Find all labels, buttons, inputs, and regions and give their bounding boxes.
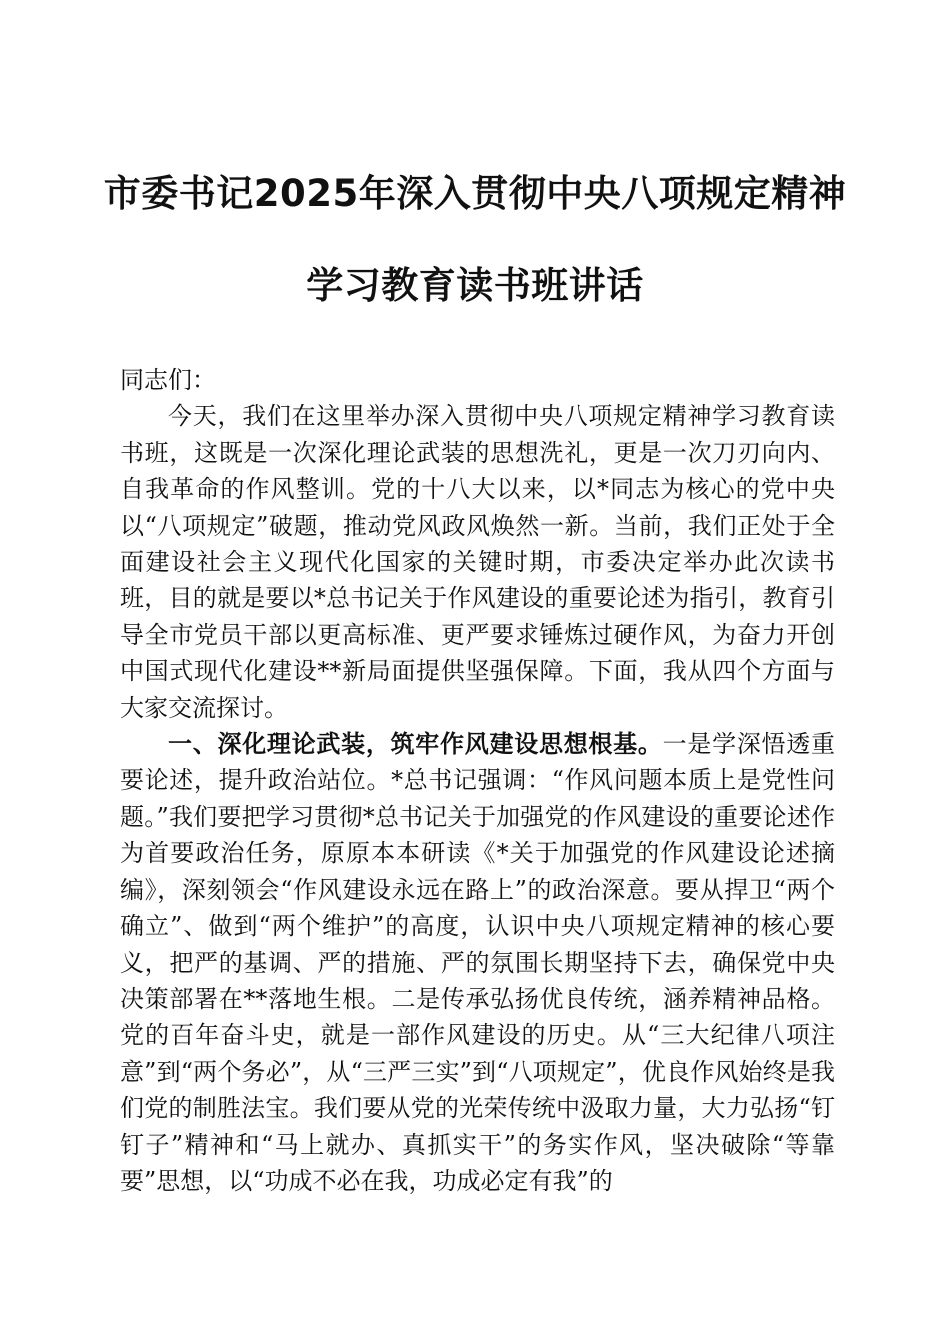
document-title-line-1: 市委书记2025年深入贯彻中央八项规定精神: [103, 172, 847, 215]
section-1-body: 一是学深悟透重要论述，提升政治站位。*总书记强调：“作风问题本质上是党性问题。”我们要把学习贯彻*总书记关于加强党的作风建设的重要论述作为首要政治任务，原原本本研读《*关于加强党的作风建设论述摘编》，深刻领会“作风建设永远在路上”的政治深意。要从捍卫“两个确立”、做到“两个维护”的高度，认识中央八项规定精神的核心要义，把严的基调、严的措施、严的氛围长期坚持下去，确保党中央决策部署在**落地生根。二是传承弘扬优良传统，涵养精神品格。党的百年奋斗史，就是一部作风建设的历史。从“三大纪律八项注意”到“两个务必”，从“三严三实”到“八项规定”，优良作风始终是我们党的制胜法宝。我们要从党的光荣传统中汲取力量，大力弘扬“钉钉子”精神和“马上就办、真抓实干”的务实作风，坚决破除“等靠要”思想，以“功成不必在我，功成必定有我”的: [120, 730, 836, 1195]
greeting: 同志们：: [120, 366, 216, 394]
section-1-paragraph: [120, 726, 835, 1199]
intro-paragraph: 今天，我们在这里举办深入贯彻中央八项规定精神学习教育读书班，这既是一次深化理论武装的思想洗礼，更是一次刀刃向内、自我革命的作风整训。党的十八大以来，以*同志为核心的党中央以“八项规定”破题，推动党风政风焕然一新。当前，我们正处于全面建设社会主义现代化国家的关键时期，市委决定举办此次读书班，目的就是要以*总书记关于作风建设的重要论述为指引，教育引导全市党员干部以更高标准、更严要求锤炼过硬作风，为奋力开创中国式现代化建设**新局面提供坚强保障。下面，我从四个方面与大家交流探讨。: [120, 402, 835, 722]
document-title-line-2: 学习教育读书班讲话: [306, 264, 644, 307]
section-1-heading: 一、深化理论武装，筑牢作风建设思想根基。: [168, 730, 663, 759]
document-body: [120, 362, 835, 1199]
